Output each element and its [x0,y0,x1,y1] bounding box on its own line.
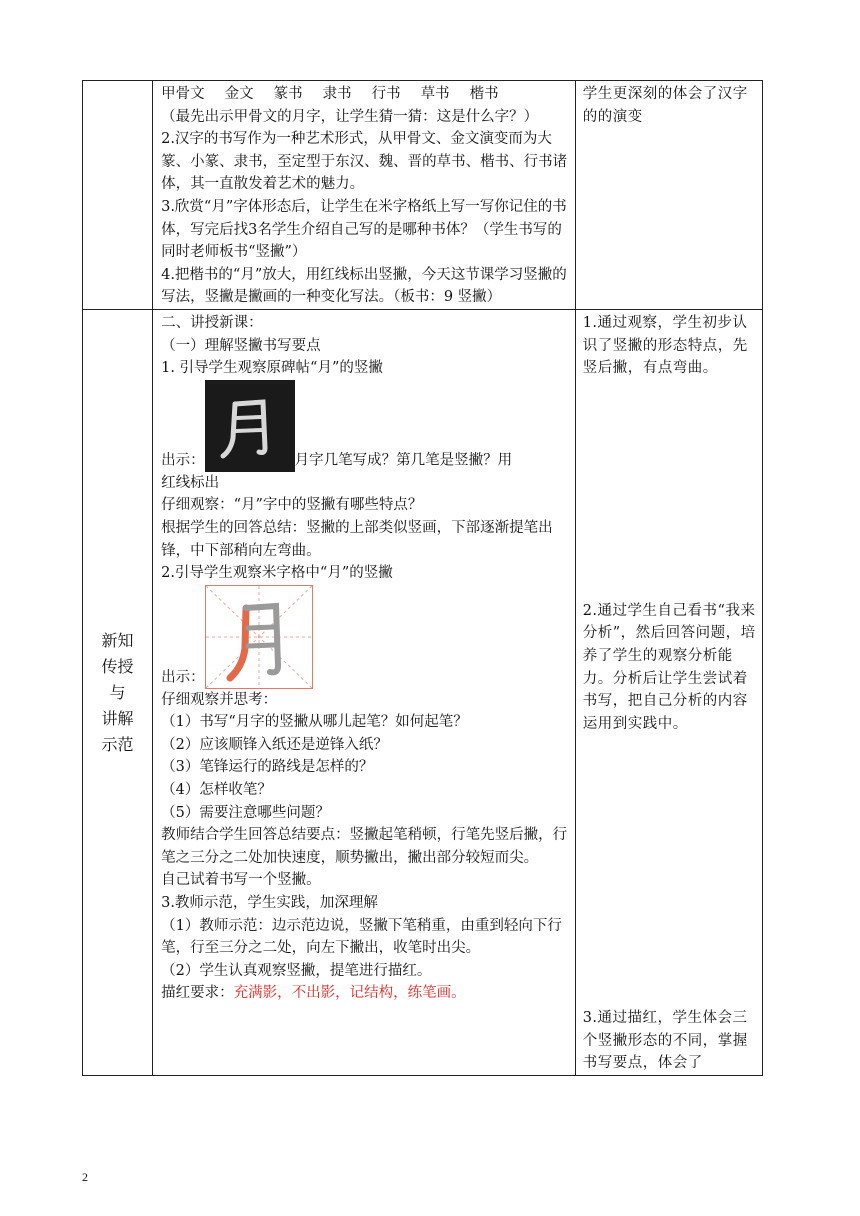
step-heading: 1. 引导学生观察原碑帖“月”的竖撇 [161,360,383,377]
section-title: 二、讲授新课： [161,314,263,331]
stage-label-line: 讲解 [101,708,134,728]
rice-grid-character-image [205,585,313,689]
purpose-cell [575,81,762,310]
paragraph: （最先出示甲骨文的月字，让学生猜一猜：这是什么字？） [161,108,539,125]
script-types-line [161,83,569,106]
paragraph: （2）学生认真观察竖撇，提笔进行描红。 [161,962,432,979]
step-heading: 3.教师示范，学生实践，加深理解 [161,895,378,912]
requirement-label: 描红要求： [161,985,234,1002]
paragraph: 仔细观察：“月”字中的竖撇有哪些特点？ [161,497,423,514]
paragraph: 4.把楷书的“月”放大，用红线标出竖撇，今天这节课学习竖撇的写法，竖撇是撇画的一种变化写法。（板书：9 竖撇） [161,266,567,306]
paragraph: 红线标出 [161,474,220,491]
question-item: （3）笔锋运行的路线是怎样的？ [161,759,374,776]
stele-rubbing-image [205,380,295,472]
paragraph: 2.汉字的书写作为一种艺术形式，从甲骨文、金文演变而为大篆、小篆、隶书，至定型于东汉、魏、晋的草书、楷书、行书诸体，其一直散发着艺术的魅力。 [161,131,568,193]
script-lishu: 隶书 [322,86,352,102]
purpose-text: 1.通过观察，学生初步认识了竖撇的形态特点，先竖后撇，有点弯曲。 [582,314,748,377]
purpose-text: 学生更深刻的体会了汉字的的演变 [582,86,748,125]
paragraph: 3.欣赏“月”字体形态后，让学生在米字格纸上写一写你记住的书体，写完后找3名学生介绍自己写的是哪种书体？（学生书写的同时老师板书“竖撇”） [161,198,567,261]
subsection-title: （一）理解竖撇书写要点 [161,337,321,354]
rubbing-question: 月字几笔写成？第几笔是竖撇？用 [294,452,513,469]
requirement-text: 充满影，不出影，记结构，练笔画。 [233,985,466,1002]
question-item: （2）应该顺锋入纸还是逆锋入纸？ [161,736,388,753]
stage-label-cell [83,309,153,1075]
stage-label-line: 传授 [101,656,134,676]
purpose-text: 3.通过描红，学生体会三个竖撇形态的不同，掌握书写要点，体会了 [582,1010,748,1072]
stage-label-line: 与 [109,682,126,702]
table-row [83,81,763,310]
grid-line [161,585,569,689]
content-cell [153,81,576,310]
paragraph: 教师结合学生回答总结要点：竖撇起笔稍顿，行笔先竖后撇，行笔之三分之二处加快速度，顺势撇出，撇出部分较短而尖。 [161,827,568,866]
table-row [83,309,763,1075]
rubbing-line [161,380,569,472]
stage-label-cell-empty [83,81,153,310]
lesson-plan-table [82,80,763,1076]
paragraph: 根据学生的回答总结：竖撇的上部类似竖画，下部逐渐提笔出锋，中下部稍向左弯曲。 [161,519,553,559]
paragraph: （1）教师示范：边示范边说，竖撇下笔稍重，由重到轻向下行笔，行至三分之二处，向左下撇出，收笔时出尖。 [161,917,562,957]
purpose-text: 2.通过学生自己看书“我来分析”，然后回答问题，培养了学生的观察分析能力。分析后让学生尝试着书写，把自己分析的内容运用到实践中。 [582,602,756,732]
show-label: 出示： [161,669,205,686]
step-heading: 2.引导学生观察米字格中“月”的竖撇 [161,565,393,582]
tracing-requirement [161,982,569,1005]
question-item: （4）怎样收笔？ [161,782,272,799]
page-number: 2 [82,1170,88,1184]
script-jiaguwen: 甲骨文 [161,86,205,102]
script-kaishu: 楷书 [469,86,499,102]
stage-label-line: 示范 [101,734,134,754]
paragraph: 仔细观察并思考： [161,691,278,708]
script-jinwen: 金文 [224,86,254,102]
purpose-cell [575,309,762,1075]
script-zhuanshu: 篆书 [273,86,303,102]
script-xingshu: 行书 [371,86,401,102]
stage-label-line: 新知 [101,630,134,650]
script-caoshu: 草书 [420,86,450,102]
content-cell [153,309,576,1075]
question-item: （5）需要注意哪些问题？ [161,804,330,821]
question-item: （1）书写“月字的竖撇从哪儿起笔？如何起笔？ [161,714,468,731]
paragraph: 自己试着书写一个竖撇。 [161,872,321,889]
show-label: 出示： [161,452,205,469]
